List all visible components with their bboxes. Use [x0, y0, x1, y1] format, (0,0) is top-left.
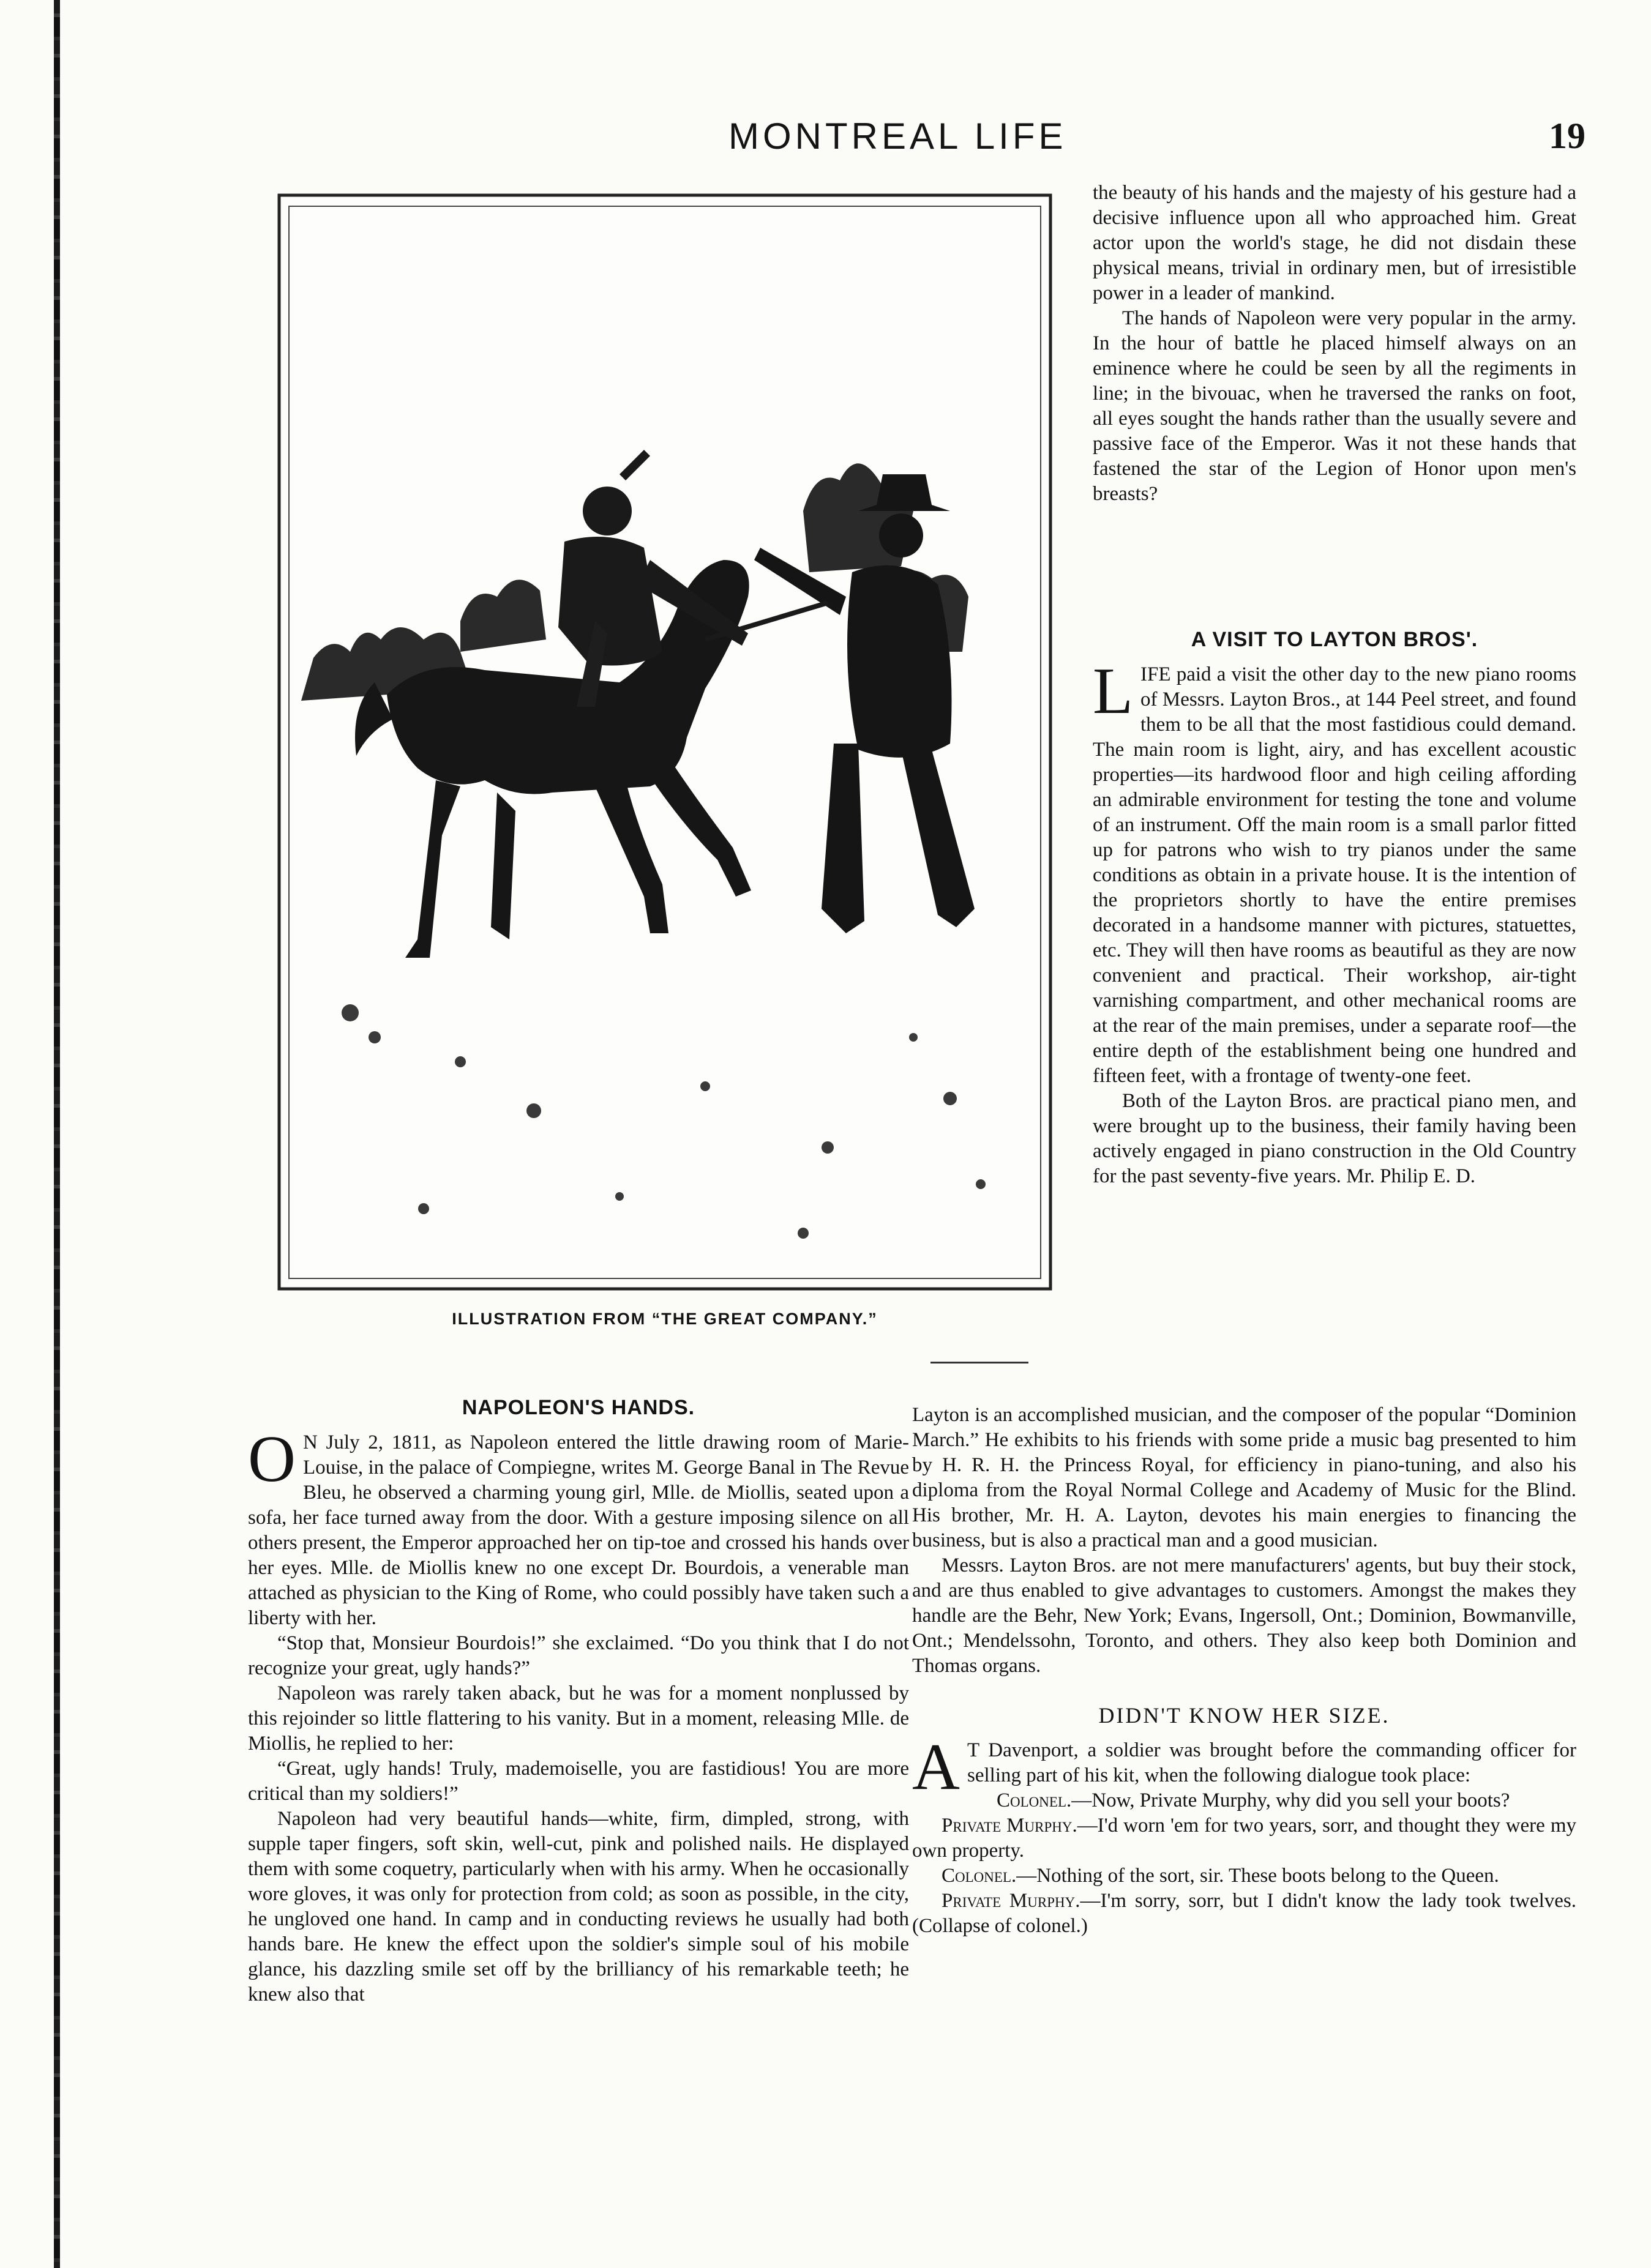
article-paragraph: Messrs. Layton Bros. are not mere manufacturers' agents, but buy their stock, and are thus enabled to give advantages to customers. Amongst the makes they handle are the Behr, New York; Evans, Ingersoll, Ont.; Dominion, Bowmanville, Ont.; Mendelssohn, Toronto, and others. They also keep both Dominion and Thomas organs. — [912, 1554, 1576, 1677]
article-heading: A VISIT TO LAYTON BROS'. — [1191, 628, 1478, 651]
article-paragraph: “Great, ugly hands! Truly, mademoiselle, you are fastidious! You are more critical than my soldiers!” — [248, 1758, 909, 1805]
drop-cap: L — [1093, 655, 1133, 728]
article-paragraph: Both of the Layton Bros. are practical piano men, and were brought up to the business, their family having been actively engaged in piano construction in the Old Country for the past seventy-five years. Mr. Philip E. D. — [1093, 1090, 1576, 1187]
article-paragraph: Layton is an accomplished musician, and the composer of the popular “Dominion March.” He exhibits to his friends with some pride a music bag presented to him by H. R. H. the Princess Royal, for efficiency in piano-tuning, and also his diploma from the Royal Normal College and Academy of Music for the Blind. His brother, Mr. H. A. Layton, devotes his main energies to financing the business, but is also a practical man and a good musician. — [912, 1404, 1576, 1551]
article-paragraph: LIFE paid a visit the other day to the new piano rooms of Messrs. Layton Bros., at 144 Peel street, and found them to be all that the most fastidious could demand. The main room is light, airy, and has excellent acoustic properties—its hardwood floor and high ceiling affording an admirable environment for testing the tone and volume of an instrument. Off the main room is a small parlor fitted up for patrons who wish to try pianos under the same conditions as obtain in a private house. It is the intention of the proprietors shortly to have the entire premises decorated in a handsome manner with pictures, statuettes, etc. They will then have rooms as beautiful as they are now convenient and practical. Their workshop, air-tight varnishing compartment, and other mechanical rooms are at the rear of the main premises, under a separate roof—the entire depth of the establishment being one hundred and fifteen feet, with a frontage of twenty-one feet. — [1093, 655, 1576, 1087]
dialogue-line: Colonel.—Nothing of the sort, sir. These boots belong to the Queen. — [942, 1865, 1499, 1887]
caption-divider — [930, 1362, 1028, 1363]
dialogue-line: Colonel.—Now, Private Murphy, why did you sell your boots? — [997, 1789, 1510, 1811]
article-layton-bros-cont — [912, 1403, 1576, 1939]
article-paragraph: the beauty of his hands and the majesty of his gesture had a decisive influence upon all who approached him. Great actor upon the world's stage, he did not disdain these physical means, trivial in ordinary men, but of irresistible power in a leader of mankind. — [1093, 182, 1576, 304]
page-header — [728, 110, 1585, 165]
article-paragraph: The hands of Napoleon were very popular in the army. In the hour of battle he placed himself always on an eminence where he could be seen by all the regiments in line; in the bivouac, when he traversed the ranks on foot, all eyes sought the hands rather than the usually severe and passive face of the Emperor. Was it not these hands that fastened the star of the Legion of Honor upon men's breasts? — [1093, 307, 1576, 505]
article-paragraph: Napoleon had very beautiful hands—white, firm, dimpled, strong, with supple taper fingers, soft skin, well-cut, pink and polished nails. He displayed them with some coquetry, particularly when with his army. When he occasionally wore gloves, it was only for protection from cold; as soon as possible, in the city, he ungloved one hand. In camp and in conducting reviews he usually had both hands bare. He knew the effect upon the soldier's simple soul of his mobile glance, his dazzling smile set off by the brilliancy of his remarkable teeth; he knew also that — [248, 1808, 909, 2005]
article-paragraph: Napoleon was rarely taken aback, but he was for a moment nonplussed by this rejoinder so little flattering to his vanity. But in a moment, releasing Mlle. de Miollis, he replied to her: — [248, 1682, 909, 1755]
page-number: 19 — [1549, 116, 1585, 156]
horseman-illustration-icon — [277, 193, 1053, 1291]
drop-cap: A — [912, 1731, 960, 1804]
article-heading: DIDN'T KNOW HER SIZE. — [1098, 1703, 1390, 1728]
article-paragraph: “Stop that, Monsieur Bourdois!” she exclaimed. “Do you think that I do not recognize your great, ugly hands?” — [248, 1632, 909, 1679]
article-heading: NAPOLEON'S HANDS. — [462, 1396, 695, 1419]
dialogue-line: Private Murphy.—I'd worn 'em for two years, sorr, and thought they were my own property. — [912, 1815, 1576, 1862]
article-paragraph: A T Davenport, a soldier was brought before the commanding officer for selling part of his kit, when the following dialogue took place: — [912, 1731, 1576, 1804]
publication-title: MONTREAL LIFE — [728, 116, 1067, 157]
page-spine-edge — [54, 0, 60, 2268]
article-layton-bros — [1093, 627, 1576, 1189]
article-paragraph: O N July 2, 1811, as Napoleon entered the little drawing room of Marie-Louise, in the palace of Compiegne, writes M. George Banal in The Revue Bleu, he observed a charming young girl, Mlle. de Miollis, seated upon a sofa, her face turned away from the door. With a gesture imposing silence on all others present, the Emperor approached her on tip-toe and crossed his hands over her eyes. Mlle. de Miollis knew no one except Dr. Bourdois, a venerable man attached as physician to the King of Rome, who could possibly have taken such a liberty with her. — [248, 1423, 909, 1629]
article-napoleons-hands — [248, 1395, 909, 2007]
drop-cap: O — [248, 1423, 296, 1496]
dialogue-line: Private Murphy.—I'm sorry, sorr, but I didn't know the lady took twelves. (Collapse of colonel.) — [912, 1890, 1576, 1937]
article-continuation — [1093, 181, 1576, 507]
illustration-caption: ILLUSTRATION FROM “THE GREAT COMPANY.” — [452, 1310, 878, 1328]
